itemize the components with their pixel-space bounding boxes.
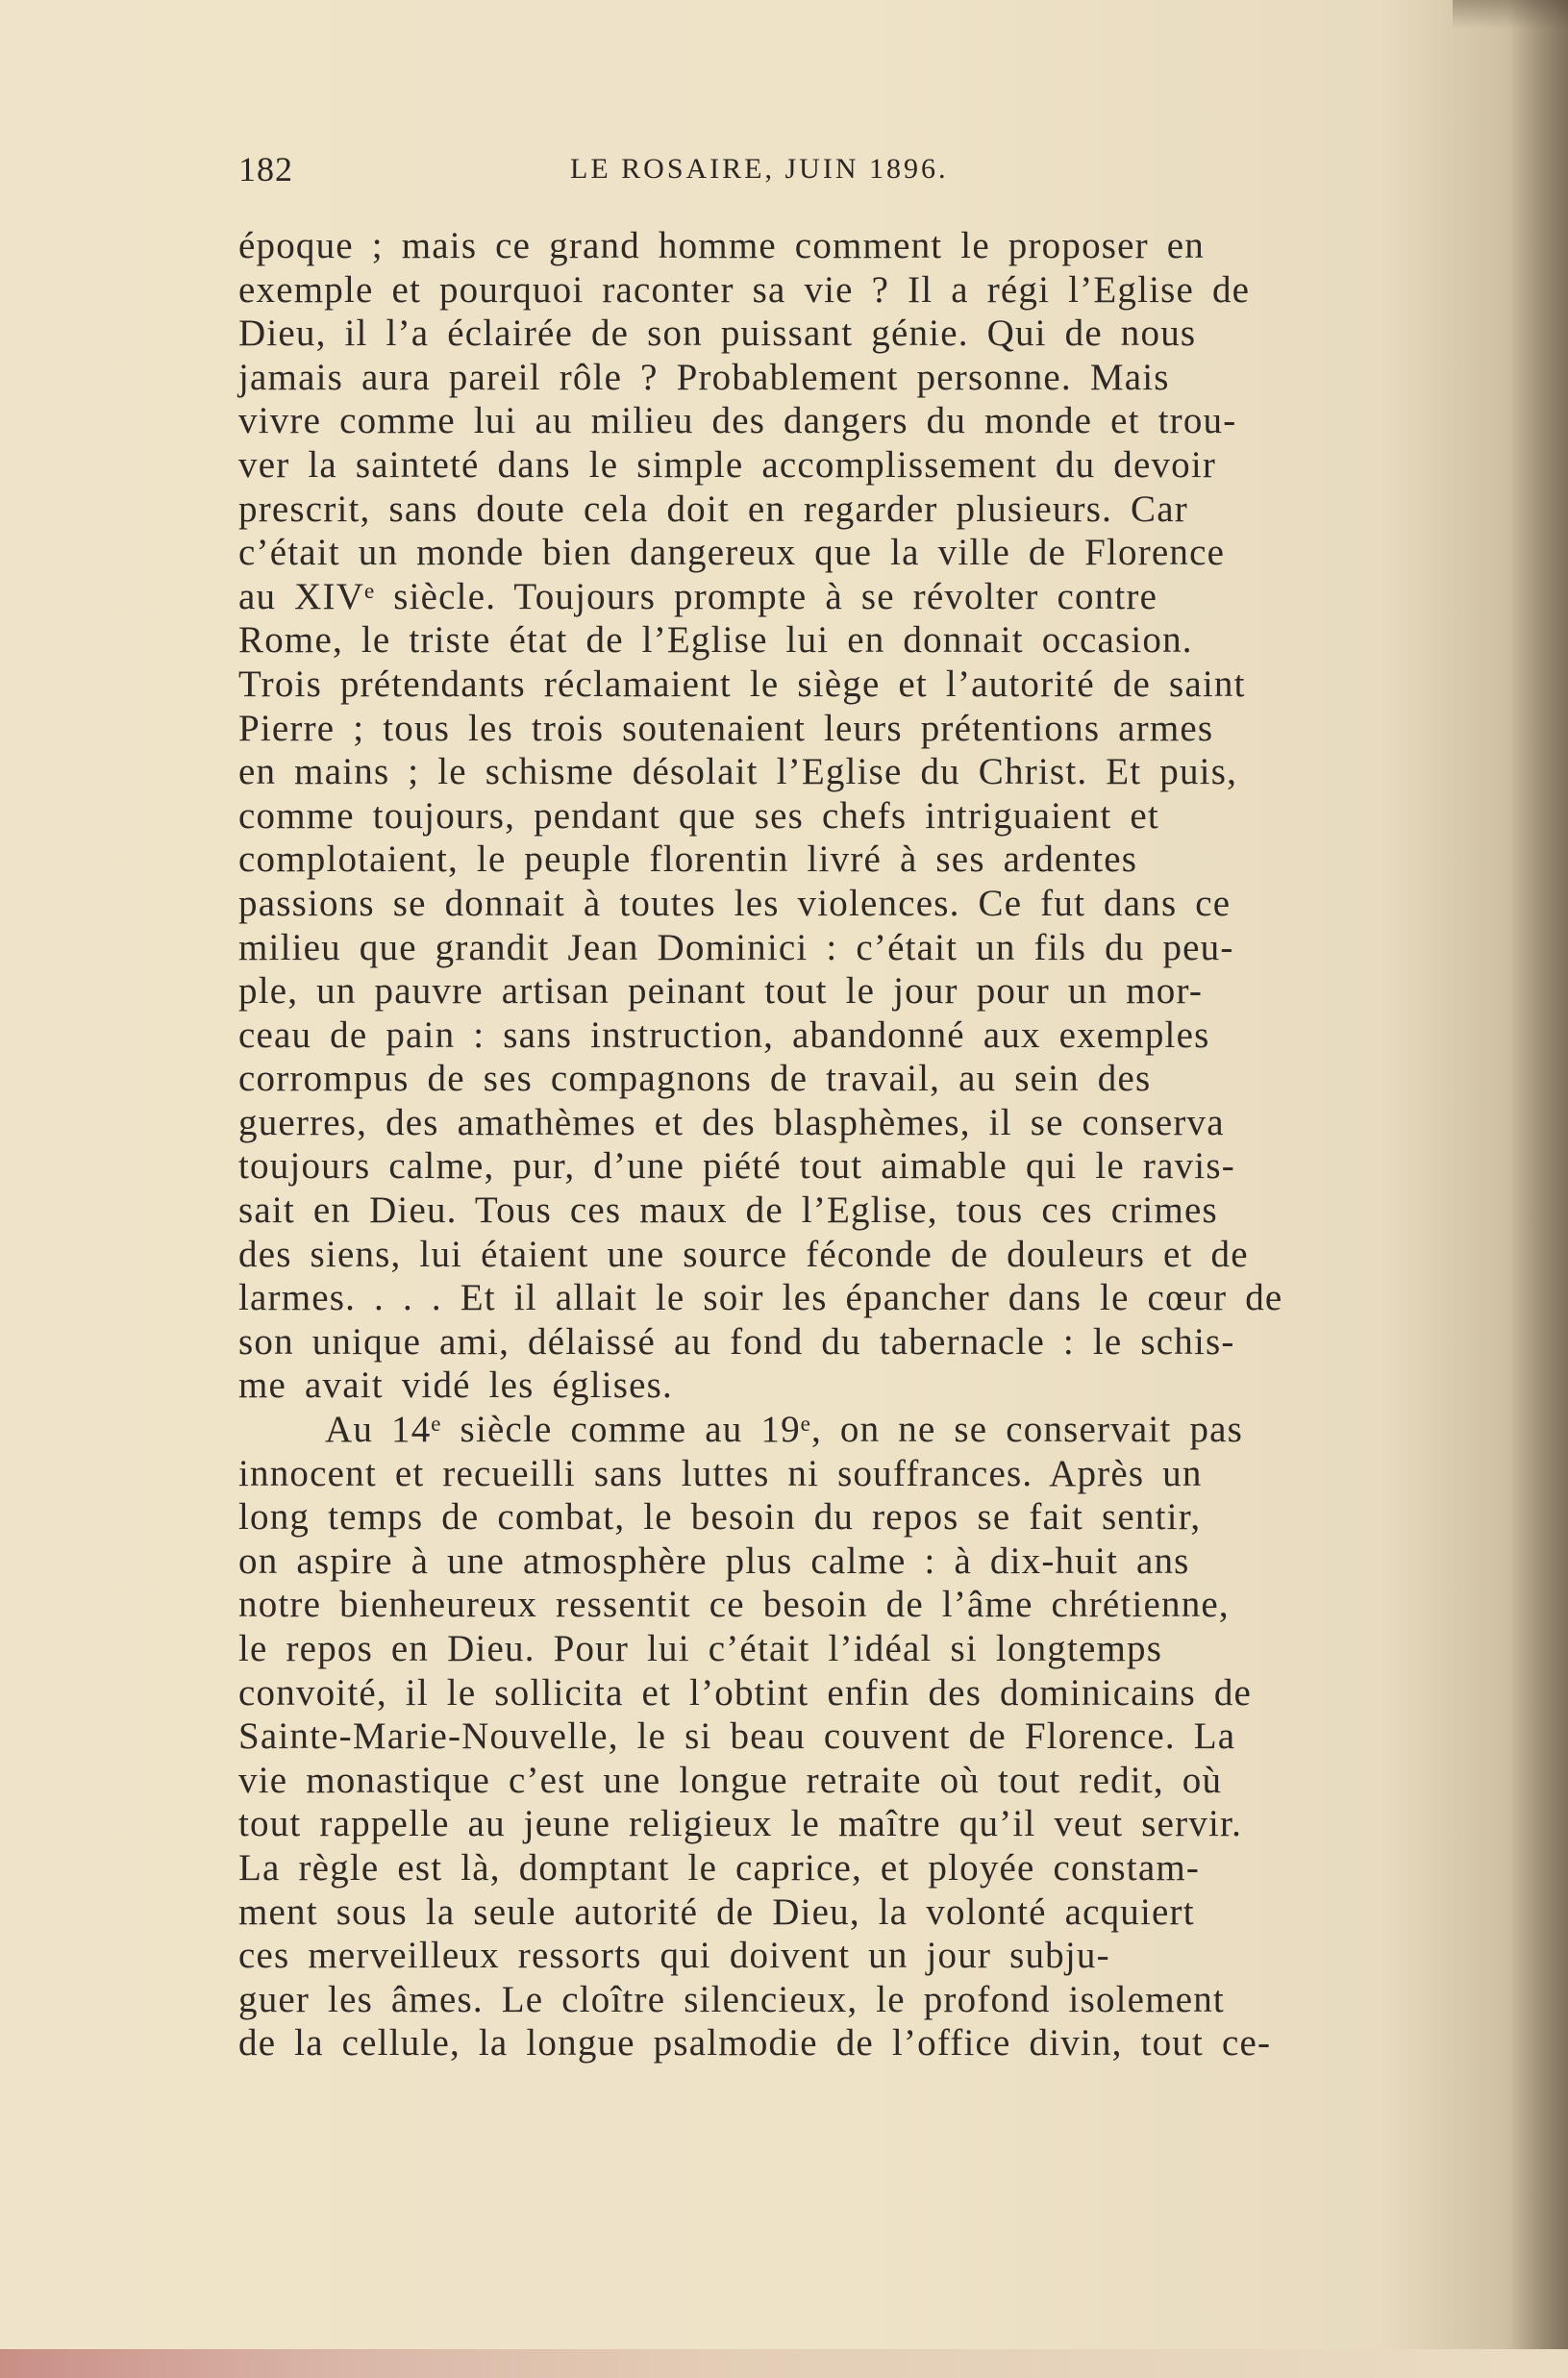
text-line: guerres, des amathèmes et des blasphèmes, il se conserva <box>238 1101 1225 1143</box>
text-line: notre bienheureux ressentit ce besoin de l’âme chrétienne, <box>238 1584 1230 1626</box>
text-line: ple, un pauvre artisan peinant tout le jour pour un mor- <box>238 970 1204 1013</box>
page-header <box>238 149 1008 197</box>
text-line: Rome, le triste état de l’Eglise lui en donnait occasion. <box>238 619 1193 662</box>
page-bottom-edge <box>0 2349 1568 2378</box>
text-line: complotaient, le peuple florentin livré à ses ardentes <box>238 839 1138 881</box>
text-line: ver la sainteté dans le simple accomplissement du devoir <box>238 443 1217 486</box>
body-text <box>238 224 1431 2065</box>
text-line: toujours calme, pur, d’une piété tout aimable qui le ravis- <box>238 1145 1235 1188</box>
text-line: c’était un monde bien dangereux que la ville de Florence <box>238 532 1226 574</box>
text-line: Dieu, il l’a éclairée de son puissant génie. Qui de nous <box>238 313 1197 355</box>
text-line: exemple et pourquoi raconter sa vie ? Il a régi l’Eglise de <box>238 268 1251 311</box>
text-line: on aspire à une atmosphère plus calme : à dix-huit ans <box>238 1539 1190 1582</box>
text-line: passions se donnait à toutes les violences. Ce fut dans ce <box>238 882 1232 924</box>
text-line: prescrit, sans doute cela doit en regarder plusieurs. Car <box>238 488 1188 530</box>
text-line: La règle est là, domptant le caprice, et ployée constam- <box>238 1846 1201 1889</box>
paragraph-start-line: Au 14ᵉ siècle comme au 19ᵉ, on ne se conservait pas <box>325 1409 1244 1451</box>
text-line: Trois prétendants réclamaient le siège et l’autorité de saint <box>238 663 1246 705</box>
text-line: vivre comme lui au milieu des dangers du monde et trou- <box>238 400 1237 442</box>
text-line: de la cellule, la longue psalmodie de l’office divin, tout ce- <box>238 2022 1272 2065</box>
text-line: ceau de pain : sans instruction, abandonné aux exemples <box>238 1014 1210 1056</box>
text-line: convoité, il le sollicita et l’obtint enfin des dominicains de <box>238 1671 1253 1714</box>
text-line: milieu que grandit Jean Dominici : c’était un fils du peu- <box>238 926 1234 968</box>
text-line: vie monastique c’est une longue retraite où tout redit, où <box>238 1759 1223 1801</box>
spine-shadow <box>1510 0 1568 2378</box>
corner-shadow <box>1453 0 1568 29</box>
text-line: Pierre ; tous les trois soutenaient leurs prétentions armes <box>238 707 1214 749</box>
text-line: tout rappelle au jeune religieux le maître qu’il veut servir. <box>238 1803 1243 1845</box>
text-line: Sainte-Marie-Nouvelle, le si beau couvent de Florence. La <box>238 1715 1236 1758</box>
text-line: des siens, lui étaient une source féconde de douleurs et de <box>238 1233 1249 1275</box>
text-line: larmes. . . . Et il allait le soir les épancher dans le cœur de <box>238 1277 1283 1319</box>
text-line: ment sous la seule autorité de Dieu, la volonté acquiert <box>238 1890 1195 1933</box>
text-line: innocent et recueilli sans luttes ni souffrances. Après un <box>238 1452 1203 1494</box>
text-line: comme toujours, pendant que ses chefs intriguaient et <box>238 794 1159 837</box>
text-line: me avait vidé les églises. <box>238 1364 674 1407</box>
text-line: le repos en Dieu. Pour lui c’était l’idéal si longtemps <box>238 1628 1163 1669</box>
text-line: en mains ; le schisme désolait l’Eglise du Christ. Et puis, <box>238 751 1238 793</box>
text-line: long temps de combat, le besoin du repos se fait sentir, <box>238 1496 1202 1539</box>
text-line: son unique ami, délaissé au fond du tabernacle : le schis- <box>238 1320 1235 1363</box>
text-line: époque ; mais ce grand homme comment le proposer en <box>238 225 1206 266</box>
text-line: guer les âmes. Le cloître silencieux, le profond isolement <box>238 1978 1225 2020</box>
running-title: LE ROSAIRE, JUIN 1896. <box>570 153 949 185</box>
text-line: corrompus de ses compagnons de travail, au sein des <box>238 1058 1152 1100</box>
text-line: au XIVᵉ siècle. Toujours prompte à se révolter contre <box>238 575 1158 617</box>
text-line: ces merveilleux ressorts qui doivent un jour subju- <box>238 1935 1110 1977</box>
page-number: 182 <box>238 150 293 188</box>
text-line: jamais aura pareil rôle ? Probablement personne. Mais <box>238 356 1170 398</box>
text-line: sait en Dieu. Tous ces maux de l’Eglise, tous ces crimes <box>238 1189 1218 1232</box>
